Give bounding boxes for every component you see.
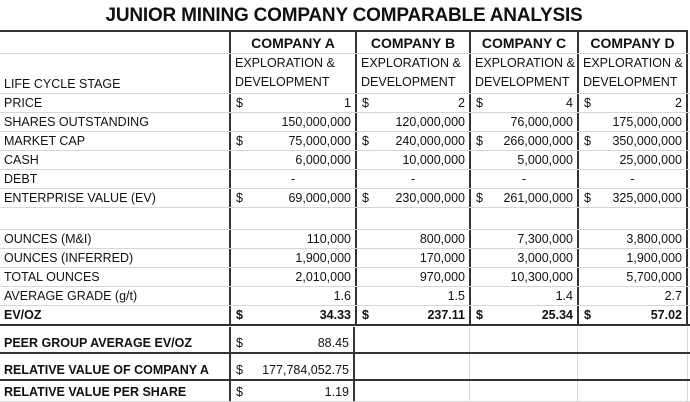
cell-value: 261,000,000 (503, 191, 573, 205)
value-cell[interactable] (355, 249, 469, 267)
currency-symbol: $ (584, 134, 591, 148)
cell-value: 1 (344, 96, 351, 110)
value-cell[interactable] (229, 151, 355, 169)
cell-value: 325,000,000 (612, 191, 682, 205)
value-cell[interactable] (577, 268, 688, 286)
cell-value: 5,000,000 (517, 153, 573, 167)
row-label-cell[interactable] (4, 230, 228, 248)
row-oz-total (0, 268, 690, 287)
row-label: DEBT (4, 172, 38, 186)
currency-symbol: $ (236, 191, 243, 205)
company-c-header[interactable]: COMPANY C (469, 32, 577, 53)
cell-value: 3,000,000 (517, 251, 573, 265)
currency-symbol: $ (236, 308, 243, 322)
row-label-cell[interactable] (4, 132, 228, 150)
row-oz-mi (0, 230, 690, 249)
currency-symbol: $ (362, 134, 369, 148)
summary-label-cell[interactable] (4, 327, 228, 352)
stage-line-1: EXPLORATION & (361, 56, 461, 70)
value-cell[interactable] (469, 94, 577, 112)
row-label-cell[interactable] (4, 94, 228, 112)
value-cell[interactable] (469, 170, 577, 188)
stage-line-1: EXPLORATION & (235, 56, 335, 70)
currency-symbol: $ (476, 134, 483, 148)
value-cell[interactable] (229, 170, 355, 188)
value-cell[interactable] (577, 132, 688, 150)
value-cell[interactable] (577, 113, 688, 131)
value-cell[interactable] (229, 94, 355, 112)
stage-line-1: EXPLORATION & (475, 56, 575, 70)
cell-value: 2 (675, 96, 682, 110)
empty-cell[interactable] (355, 327, 469, 352)
summary-label: RELATIVE VALUE PER SHARE (4, 385, 187, 399)
summary-value: 1.19 (324, 385, 349, 399)
summary-row-rel-value (0, 354, 690, 381)
value-cell[interactable] (229, 113, 355, 131)
cell-value: 76,000,000 (510, 115, 573, 129)
cell-value: 150,000,000 (281, 115, 351, 129)
value-cell[interactable] (469, 132, 577, 150)
currency-symbol: $ (236, 363, 243, 377)
empty-cell[interactable] (469, 327, 577, 352)
currency-symbol: $ (362, 96, 369, 110)
cell-value: 34.33 (319, 308, 351, 322)
value-cell[interactable] (355, 94, 469, 112)
currency-symbol: $ (236, 96, 243, 110)
life-cycle-label: LIFE CYCLE STAGE (4, 77, 121, 91)
summary-value: 88.45 (317, 336, 349, 350)
cell-value: 2,010,000 (295, 270, 351, 284)
summary-label: PEER GROUP AVERAGE EV/OZ (4, 336, 193, 350)
row-grade (0, 287, 690, 306)
cell-value: 120,000,000 (395, 115, 465, 129)
currency-symbol: $ (236, 385, 243, 399)
currency-symbol: $ (476, 308, 483, 322)
empty-cell[interactable] (355, 381, 469, 401)
row-label-cell[interactable] (4, 208, 228, 229)
row-label-cell[interactable] (4, 113, 228, 131)
stage-line-1: EXPLORATION & (583, 56, 683, 70)
cell-value: 350,000,000 (612, 134, 682, 148)
cell-value: 5,700,000 (626, 270, 682, 284)
row-label: SHARES OUTSTANDING (4, 115, 149, 129)
value-cell[interactable] (469, 113, 577, 131)
row-label: PRICE (4, 96, 43, 110)
cell-value: 7,300,000 (517, 232, 573, 246)
currency-symbol: $ (584, 96, 591, 110)
row-oz-inf (0, 249, 690, 268)
row-label-cell[interactable] (4, 306, 228, 324)
value-cell[interactable] (469, 151, 577, 169)
cell-value: - (290, 172, 296, 186)
row-label: MARKET CAP (4, 134, 86, 148)
cell-value: 1.6 (333, 289, 351, 303)
sheet-title: JUNIOR MINING COMPANY COMPARABLE ANALYSIS (0, 0, 688, 32)
blank-row (0, 208, 690, 230)
row-shares (0, 113, 690, 132)
row-market-cap (0, 132, 690, 151)
life-cycle-cell[interactable] (229, 54, 355, 93)
cell-value: 1.4 (555, 289, 573, 303)
cell-value: 2.7 (664, 289, 682, 303)
currency-symbol: $ (476, 191, 483, 205)
row-ev-oz (0, 306, 690, 326)
life-cycle-label-cell[interactable] (4, 54, 228, 93)
value-cell[interactable] (355, 170, 469, 188)
row-debt (0, 170, 690, 189)
company-b-header[interactable]: COMPANY B (355, 32, 469, 53)
empty-cell[interactable] (355, 354, 469, 379)
value-cell[interactable] (355, 230, 469, 248)
value-cell[interactable] (469, 230, 577, 248)
value-cell[interactable] (469, 287, 577, 305)
cell-value: 237.11 (427, 308, 465, 322)
value-cell[interactable] (577, 230, 688, 248)
value-cell[interactable] (577, 287, 688, 305)
summary-label-cell[interactable] (4, 354, 228, 379)
value-cell[interactable] (229, 249, 355, 267)
cell-value: 1,900,000 (626, 251, 682, 265)
cell-value: 970,000 (419, 270, 465, 284)
cell-value: 2 (458, 96, 465, 110)
header-blank[interactable] (4, 32, 228, 53)
row-label: OUNCES (INFERRED) (4, 251, 134, 265)
currency-symbol: $ (584, 191, 591, 205)
value-cell[interactable] (355, 287, 469, 305)
row-label-cell[interactable] (4, 151, 228, 169)
value-cell[interactable] (577, 208, 688, 229)
cell-value: 25.34 (541, 308, 573, 322)
currency-symbol: $ (362, 191, 369, 205)
value-cell[interactable] (355, 268, 469, 286)
row-label: AVERAGE GRADE (g/t) (4, 289, 138, 303)
row-price (0, 94, 690, 113)
row-label-cell[interactable] (4, 287, 228, 305)
value-cell[interactable] (229, 287, 355, 305)
currency-symbol: $ (236, 336, 243, 350)
summary-row-rel-per-share (0, 381, 690, 402)
life-cycle-cell[interactable] (355, 54, 469, 93)
cell-value: 800,000 (419, 232, 465, 246)
cell-value: 110,000 (306, 232, 351, 246)
row-ev (0, 189, 690, 208)
cell-value: 266,000,000 (503, 134, 573, 148)
value-cell[interactable] (577, 306, 688, 324)
value-cell[interactable] (577, 94, 688, 112)
value-cell[interactable] (229, 268, 355, 286)
value-cell[interactable] (355, 113, 469, 131)
empty-cell[interactable] (469, 381, 577, 401)
summary-value-cell[interactable] (229, 381, 355, 401)
cell-value: - (521, 172, 527, 186)
stage-line-2: DEVELOPMENT (235, 75, 330, 89)
cell-value: 57.02 (650, 308, 682, 322)
value-cell[interactable] (355, 208, 469, 229)
cell-value: 175,000,000 (612, 115, 682, 129)
cell-value: 1.5 (447, 289, 465, 303)
summary-value: 177,784,052.75 (262, 363, 349, 377)
summary-value-cell[interactable] (229, 327, 355, 352)
row-label-cell[interactable] (4, 249, 228, 267)
value-cell[interactable] (469, 268, 577, 286)
value-cell[interactable] (577, 170, 688, 188)
value-cell[interactable] (229, 208, 355, 229)
row-label-cell[interactable] (4, 189, 228, 207)
stage-line-2: DEVELOPMENT (583, 75, 678, 89)
value-cell[interactable] (355, 306, 469, 324)
cell-value: 75,000,000 (288, 134, 351, 148)
cell-value: - (630, 172, 635, 186)
empty-cell[interactable] (577, 354, 688, 379)
cell-value: 69,000,000 (288, 191, 351, 205)
currency-symbol: $ (584, 308, 591, 322)
row-label-cell[interactable] (4, 170, 228, 188)
value-cell[interactable] (469, 249, 577, 267)
cell-value: 25,000,000 (619, 153, 682, 167)
life-cycle-cell[interactable] (577, 54, 688, 93)
summary-label-cell[interactable] (4, 381, 228, 401)
value-cell[interactable] (229, 306, 355, 324)
value-cell[interactable] (469, 208, 577, 229)
currency-symbol: $ (362, 308, 369, 322)
summary-label: RELATIVE VALUE OF COMPANY A (4, 363, 209, 377)
row-label-cell[interactable] (4, 268, 228, 286)
cell-value: 6,000,000 (295, 153, 351, 167)
row-label: OUNCES (M&I) (4, 232, 92, 246)
cell-value: 10,300,000 (510, 270, 573, 284)
row-label: EV/OZ (4, 308, 42, 322)
cell-value: 4 (566, 96, 573, 110)
currency-symbol: $ (476, 96, 483, 110)
row-cash (0, 151, 690, 170)
summary-row-peer-avg (0, 327, 690, 354)
cell-value: 170,000 (419, 251, 465, 265)
value-cell[interactable] (229, 230, 355, 248)
empty-cell[interactable] (469, 354, 577, 379)
value-cell[interactable] (355, 189, 469, 207)
company-header-row (0, 32, 690, 54)
row-label: TOTAL OUNCES (4, 270, 100, 284)
summary-value-cell[interactable] (229, 354, 355, 379)
row-label: CASH (4, 153, 39, 167)
life-cycle-row (0, 54, 690, 94)
value-cell[interactable] (577, 151, 688, 169)
stage-line-2: DEVELOPMENT (361, 75, 456, 89)
cell-value: - (410, 172, 416, 186)
cell-value: 3,800,000 (626, 232, 682, 246)
life-cycle-cell[interactable] (469, 54, 577, 93)
value-cell[interactable] (355, 132, 469, 150)
value-cell[interactable] (577, 189, 688, 207)
cell-value: 240,000,000 (395, 134, 465, 148)
value-cell[interactable] (355, 151, 469, 169)
company-a-header[interactable]: COMPANY A (229, 32, 355, 53)
company-d-header[interactable]: COMPANY D (577, 32, 688, 53)
value-cell[interactable] (469, 306, 577, 324)
cell-value: 230,000,000 (395, 191, 465, 205)
empty-cell[interactable] (577, 381, 688, 401)
currency-symbol: $ (236, 134, 243, 148)
cell-value: 1,900,000 (295, 251, 351, 265)
value-cell[interactable] (229, 132, 355, 150)
value-cell[interactable] (229, 189, 355, 207)
stage-line-2: DEVELOPMENT (475, 75, 570, 89)
row-label: ENTERPRISE VALUE (EV) (4, 191, 156, 205)
empty-cell[interactable] (577, 327, 688, 352)
value-cell[interactable] (469, 189, 577, 207)
cell-value: 10,000,000 (402, 153, 465, 167)
value-cell[interactable] (577, 249, 688, 267)
